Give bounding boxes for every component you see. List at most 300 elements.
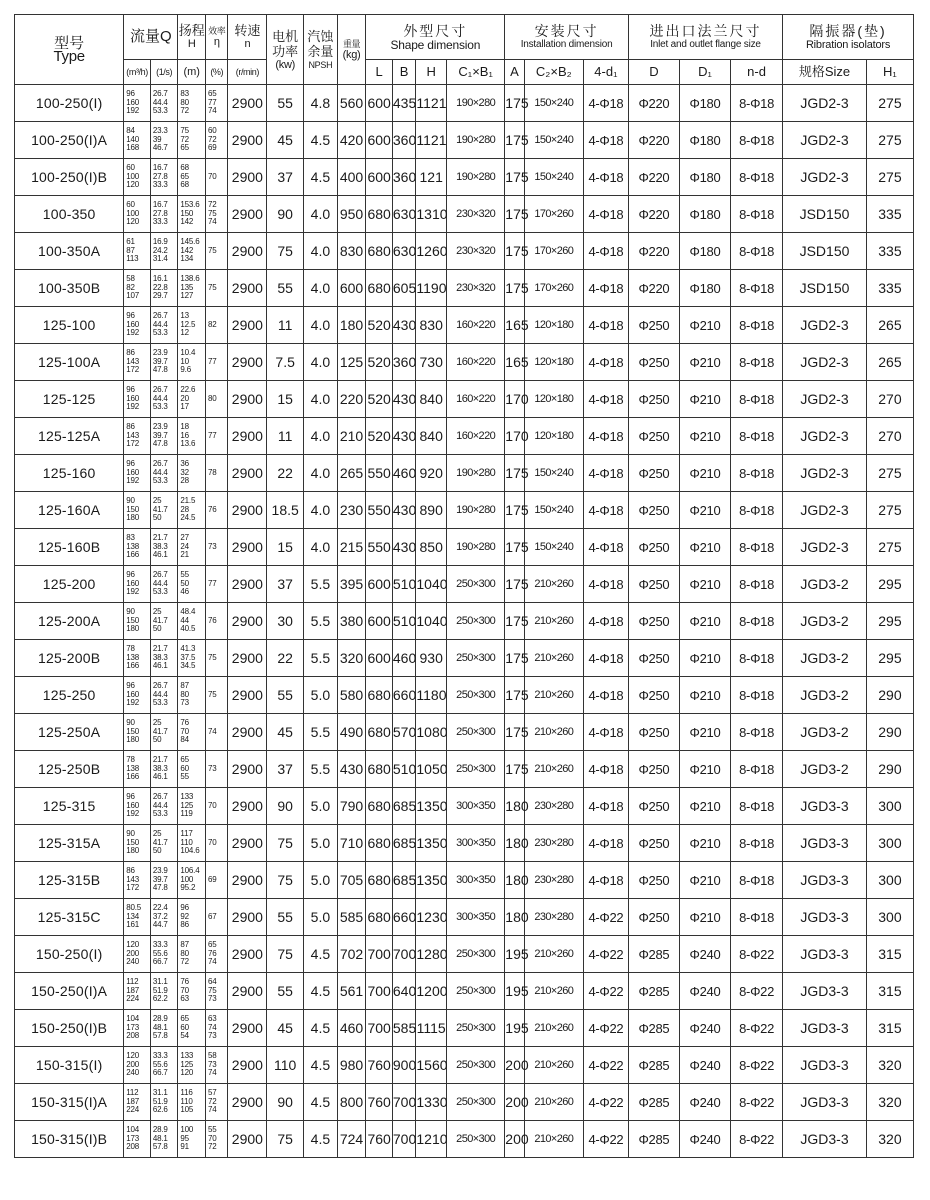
cell-efficiency bbox=[206, 270, 228, 307]
stack-value: 54 bbox=[180, 1031, 189, 1041]
table-body bbox=[15, 85, 914, 1158]
cell-flow-m3h bbox=[124, 233, 151, 270]
cell-nd: 8-Φ18 bbox=[731, 159, 783, 196]
stack-value: 75 bbox=[208, 282, 217, 292]
cell-A: 180 bbox=[505, 899, 524, 936]
cell-B: 510 bbox=[392, 566, 415, 603]
cell-motor-power: 55 bbox=[267, 677, 304, 714]
stack-value: 17 bbox=[180, 402, 189, 412]
cell-npsh: 4.5 bbox=[304, 1047, 338, 1084]
stack-value: 112 bbox=[126, 977, 139, 987]
cell-C2B2: 210×260 bbox=[524, 936, 583, 973]
col-speed-unit: (r/min) bbox=[228, 60, 267, 85]
cell-H: 1210 bbox=[416, 1121, 447, 1158]
cell-weight: 580 bbox=[337, 677, 366, 714]
table-row bbox=[15, 714, 914, 751]
table-row bbox=[15, 344, 914, 381]
cell-type: 150-250(I) bbox=[15, 936, 124, 973]
stack-value: 160 bbox=[126, 393, 140, 403]
cell-C2B2: 210×260 bbox=[524, 1047, 583, 1084]
stack-value: 40.5 bbox=[180, 624, 196, 634]
cell-weight: 585 bbox=[337, 899, 366, 936]
cell-A: 170 bbox=[505, 381, 524, 418]
cell-motor-power: 55 bbox=[267, 85, 304, 122]
cell-C2B2: 150×240 bbox=[524, 529, 583, 566]
stack-value: 41.7 bbox=[152, 837, 168, 847]
cell-D1: Φ240 bbox=[679, 1047, 730, 1084]
cell-efficiency bbox=[206, 640, 228, 677]
stack-value: 32 bbox=[180, 467, 189, 477]
cell-D1: Φ210 bbox=[679, 344, 730, 381]
cell-B: 460 bbox=[392, 455, 415, 492]
stack-value: 33.3 bbox=[152, 180, 168, 190]
cell-L: 600 bbox=[366, 122, 393, 159]
cell-flow-m3h bbox=[124, 307, 151, 344]
stack-value: 73 bbox=[208, 994, 217, 1004]
cell-speed: 2900 bbox=[228, 1084, 267, 1121]
cell-B: 605 bbox=[392, 270, 415, 307]
cell-flow-ls bbox=[150, 899, 178, 936]
stack-value: 58 bbox=[208, 1051, 217, 1061]
cell-C1B1: 250×300 bbox=[447, 1010, 505, 1047]
cell-efficiency bbox=[206, 899, 228, 936]
cell-C2B2: 150×240 bbox=[524, 85, 583, 122]
cell-isolator-size: JGD3-3 bbox=[783, 899, 867, 936]
stack-value: 69 bbox=[208, 143, 217, 153]
cell-L: 680 bbox=[366, 714, 393, 751]
cell-D: Φ250 bbox=[628, 862, 679, 899]
stack-value: 23.9 bbox=[152, 422, 168, 432]
col-motor-power: 电机功率 (kw) bbox=[267, 15, 304, 85]
cell-flow-ls bbox=[150, 418, 178, 455]
cell-D: Φ220 bbox=[628, 196, 679, 233]
cell-C2B2: 230×280 bbox=[524, 788, 583, 825]
cell-D1: Φ210 bbox=[679, 714, 730, 751]
cell-motor-power: 75 bbox=[267, 1121, 304, 1158]
cell-speed: 2900 bbox=[228, 418, 267, 455]
cell-type: 125-160 bbox=[15, 455, 124, 492]
stack-value: 140 bbox=[126, 134, 140, 144]
cell-head bbox=[178, 936, 206, 973]
stack-value: 50 bbox=[180, 578, 189, 588]
stack-value: 26.7 bbox=[152, 459, 168, 469]
cell-4d1: 4-Φ18 bbox=[583, 270, 628, 307]
stack-value: 125 bbox=[180, 800, 194, 810]
stack-value: 135 bbox=[180, 282, 194, 292]
cell-speed: 2900 bbox=[228, 492, 267, 529]
cell-isolator-size: JGD2-3 bbox=[783, 159, 867, 196]
stack-value: 224 bbox=[126, 994, 140, 1004]
table-row bbox=[15, 566, 914, 603]
cell-4d1: 4-Φ18 bbox=[583, 85, 628, 122]
cell-npsh: 4.5 bbox=[304, 1121, 338, 1158]
stack-value: 160 bbox=[126, 319, 140, 329]
cell-L: 760 bbox=[366, 1121, 393, 1158]
table-row bbox=[15, 640, 914, 677]
stack-value: 60 bbox=[180, 1022, 189, 1032]
cell-speed: 2900 bbox=[228, 825, 267, 862]
stack-value: 68 bbox=[180, 180, 189, 190]
cell-speed: 2900 bbox=[228, 233, 267, 270]
cell-speed: 2900 bbox=[228, 973, 267, 1010]
cell-efficiency bbox=[206, 418, 228, 455]
group-flange-size: 进出口法兰尺寸 Inlet and outlet flange size bbox=[628, 15, 782, 60]
cell-head bbox=[178, 122, 206, 159]
cell-4d1: 4-Φ18 bbox=[583, 825, 628, 862]
cell-isolator-size: JGD2-3 bbox=[783, 344, 867, 381]
stack-value: 50 bbox=[152, 513, 162, 523]
stack-value: 70 bbox=[208, 800, 217, 810]
stack-value: 180 bbox=[126, 735, 140, 745]
cell-L: 680 bbox=[366, 233, 393, 270]
stack-value: 83 bbox=[126, 533, 135, 543]
cell-flow-ls bbox=[150, 1121, 178, 1158]
cell-isolator-size: JGD3-2 bbox=[783, 677, 867, 714]
cell-H1: 300 bbox=[866, 899, 913, 936]
stack-value: 208 bbox=[126, 1142, 140, 1152]
stack-value: 106.4 bbox=[180, 866, 200, 876]
cell-flow-m3h bbox=[124, 381, 151, 418]
stack-value: 117 bbox=[180, 829, 193, 839]
cell-B: 360 bbox=[392, 122, 415, 159]
col-B: B bbox=[392, 60, 415, 85]
col-C1B1: C₁×B₁ bbox=[447, 60, 505, 85]
stack-value: 60 bbox=[208, 126, 217, 136]
cell-type: 125-125 bbox=[15, 381, 124, 418]
stack-value: 46.1 bbox=[152, 661, 168, 671]
cell-4d1: 4-Φ18 bbox=[583, 159, 628, 196]
cell-speed: 2900 bbox=[228, 566, 267, 603]
cell-D1: Φ210 bbox=[679, 529, 730, 566]
cell-flow-m3h bbox=[124, 418, 151, 455]
stack-value: 70 bbox=[208, 1133, 217, 1143]
stack-value: 172 bbox=[126, 439, 140, 449]
cell-C2B2: 150×240 bbox=[524, 122, 583, 159]
stack-value: 166 bbox=[126, 661, 140, 671]
stack-value: 208 bbox=[126, 1031, 140, 1041]
cell-H1: 320 bbox=[866, 1084, 913, 1121]
cell-isolator-size: JGD3-3 bbox=[783, 1084, 867, 1121]
stack-value: 9.6 bbox=[180, 365, 191, 375]
cell-H: 1180 bbox=[416, 677, 447, 714]
cell-flow-ls bbox=[150, 751, 178, 788]
stack-value: 44 bbox=[180, 615, 189, 625]
cell-flow-ls bbox=[150, 936, 178, 973]
cell-B: 700 bbox=[392, 936, 415, 973]
cell-nd: 8-Φ18 bbox=[731, 270, 783, 307]
cell-L: 600 bbox=[366, 640, 393, 677]
stack-value: 96 bbox=[126, 681, 135, 691]
cell-flow-m3h bbox=[124, 455, 151, 492]
cell-B: 685 bbox=[392, 825, 415, 862]
stack-value: 50 bbox=[152, 846, 162, 856]
stack-value: 86 bbox=[126, 348, 135, 358]
table-row bbox=[15, 788, 914, 825]
stack-value: 187 bbox=[126, 1096, 140, 1106]
cell-A: 200 bbox=[505, 1084, 524, 1121]
cell-D1: Φ210 bbox=[679, 307, 730, 344]
cell-C2B2: 120×180 bbox=[524, 344, 583, 381]
cell-L: 550 bbox=[366, 529, 393, 566]
cell-L: 680 bbox=[366, 270, 393, 307]
stack-value: 96 bbox=[126, 385, 135, 395]
cell-speed: 2900 bbox=[228, 899, 267, 936]
stack-value: 107 bbox=[126, 291, 140, 301]
stack-value: 28.9 bbox=[152, 1125, 168, 1135]
stack-value: 55.6 bbox=[152, 948, 168, 958]
stack-value: 112 bbox=[126, 1088, 139, 1098]
stack-value: 39.7 bbox=[152, 874, 168, 884]
stack-value: 16.7 bbox=[152, 163, 168, 173]
cell-H1: 335 bbox=[866, 233, 913, 270]
cell-isolator-size: JSD150 bbox=[783, 233, 867, 270]
cell-flow-m3h bbox=[124, 862, 151, 899]
cell-A: 195 bbox=[505, 973, 524, 1010]
cell-npsh: 4.8 bbox=[304, 85, 338, 122]
cell-D: Φ220 bbox=[628, 85, 679, 122]
cell-nd: 8-Φ22 bbox=[731, 973, 783, 1010]
cell-npsh: 4.0 bbox=[304, 529, 338, 566]
cell-weight: 400 bbox=[337, 159, 366, 196]
stack-value: 22.6 bbox=[180, 385, 196, 395]
stack-value: 72 bbox=[208, 1142, 217, 1152]
table-row bbox=[15, 233, 914, 270]
cell-npsh: 4.5 bbox=[304, 973, 338, 1010]
cell-D: Φ250 bbox=[628, 418, 679, 455]
cell-type: 125-100 bbox=[15, 307, 124, 344]
cell-weight: 430 bbox=[337, 751, 366, 788]
cell-isolator-size: JGD2-3 bbox=[783, 492, 867, 529]
cell-flow-ls bbox=[150, 196, 178, 233]
cell-weight: 230 bbox=[337, 492, 366, 529]
cell-motor-power: 110 bbox=[267, 1047, 304, 1084]
cell-H: 1330 bbox=[416, 1084, 447, 1121]
col-npsh: 汽蚀余量 NPSH bbox=[304, 15, 338, 85]
cell-isolator-size: JGD3-2 bbox=[783, 714, 867, 751]
stack-value: 55 bbox=[208, 1125, 217, 1135]
stack-value: 142 bbox=[180, 245, 194, 255]
cell-head bbox=[178, 899, 206, 936]
cell-speed: 2900 bbox=[228, 307, 267, 344]
stack-value: 161 bbox=[126, 920, 140, 930]
cell-npsh: 5.5 bbox=[304, 751, 338, 788]
cell-head bbox=[178, 825, 206, 862]
cell-H: 1040 bbox=[416, 603, 447, 640]
cell-motor-power: 55 bbox=[267, 973, 304, 1010]
cell-H1: 315 bbox=[866, 973, 913, 1010]
stack-value: 75 bbox=[208, 652, 217, 662]
stack-value: 70 bbox=[180, 726, 189, 736]
cell-C1B1: 190×280 bbox=[447, 159, 505, 196]
table-row bbox=[15, 603, 914, 640]
stack-value: 55 bbox=[180, 772, 189, 782]
cell-B: 700 bbox=[392, 1121, 415, 1158]
cell-speed: 2900 bbox=[228, 529, 267, 566]
cell-B: 430 bbox=[392, 418, 415, 455]
cell-flow-m3h bbox=[124, 1121, 151, 1158]
cell-flow-ls bbox=[150, 788, 178, 825]
stack-value: 53.3 bbox=[152, 476, 168, 486]
stack-value: 60 bbox=[126, 163, 135, 173]
cell-4d1: 4-Φ18 bbox=[583, 381, 628, 418]
cell-4d1: 4-Φ18 bbox=[583, 751, 628, 788]
stack-value: 104.6 bbox=[180, 846, 200, 856]
cell-D1: Φ180 bbox=[679, 122, 730, 159]
cell-isolator-size: JGD3-3 bbox=[783, 936, 867, 973]
stack-value: 48.1 bbox=[152, 1022, 168, 1032]
cell-type: 125-250B bbox=[15, 751, 124, 788]
table-row bbox=[15, 529, 914, 566]
cell-D: Φ250 bbox=[628, 492, 679, 529]
stack-value: 44.4 bbox=[152, 578, 168, 588]
cell-A: 195 bbox=[505, 1010, 524, 1047]
cell-D: Φ285 bbox=[628, 1047, 679, 1084]
stack-value: 90 bbox=[126, 718, 135, 728]
stack-value: 22.8 bbox=[152, 282, 168, 292]
cell-head bbox=[178, 381, 206, 418]
stack-value: 55.6 bbox=[152, 1059, 168, 1069]
stack-value: 192 bbox=[126, 402, 140, 412]
cell-flow-m3h bbox=[124, 899, 151, 936]
stack-value: 55 bbox=[180, 570, 189, 580]
cell-A: 175 bbox=[505, 677, 524, 714]
cell-D1: Φ210 bbox=[679, 788, 730, 825]
cell-nd: 8-Φ18 bbox=[731, 529, 783, 566]
cell-H1: 335 bbox=[866, 196, 913, 233]
col-efficiency: 效率 η bbox=[206, 15, 228, 60]
cell-flow-m3h bbox=[124, 825, 151, 862]
cell-type: 100-350A bbox=[15, 233, 124, 270]
stack-value: 26.7 bbox=[152, 89, 168, 99]
cell-type: 125-315C bbox=[15, 899, 124, 936]
cell-B: 630 bbox=[392, 196, 415, 233]
cell-isolator-size: JGD2-3 bbox=[783, 529, 867, 566]
stack-value: 120 bbox=[126, 1051, 140, 1061]
cell-flow-ls bbox=[150, 85, 178, 122]
stack-value: 240 bbox=[126, 1068, 140, 1078]
cell-isolator-size: JGD2-3 bbox=[783, 307, 867, 344]
cell-npsh: 4.0 bbox=[304, 455, 338, 492]
cell-flow-m3h bbox=[124, 1084, 151, 1121]
cell-C2B2: 210×260 bbox=[524, 973, 583, 1010]
cell-flow-ls bbox=[150, 1084, 178, 1121]
cell-4d1: 4-Φ18 bbox=[583, 122, 628, 159]
cell-B: 700 bbox=[392, 1084, 415, 1121]
cell-flow-ls bbox=[150, 122, 178, 159]
stack-value: 105 bbox=[180, 1105, 194, 1115]
stack-value: 16 bbox=[180, 430, 189, 440]
cell-type: 125-250 bbox=[15, 677, 124, 714]
table-row bbox=[15, 270, 914, 307]
stack-value: 76 bbox=[180, 718, 189, 728]
cell-head bbox=[178, 159, 206, 196]
cell-A: 175 bbox=[505, 85, 524, 122]
cell-weight: 220 bbox=[337, 381, 366, 418]
cell-weight: 830 bbox=[337, 233, 366, 270]
stack-value: 65 bbox=[180, 1014, 189, 1024]
table-row bbox=[15, 1084, 914, 1121]
cell-head bbox=[178, 529, 206, 566]
cell-flow-ls bbox=[150, 825, 178, 862]
cell-head bbox=[178, 640, 206, 677]
cell-weight: 790 bbox=[337, 788, 366, 825]
cell-npsh: 5.5 bbox=[304, 714, 338, 751]
cell-H1: 335 bbox=[866, 270, 913, 307]
cell-type: 125-200A bbox=[15, 603, 124, 640]
cell-L: 550 bbox=[366, 455, 393, 492]
col-A: A bbox=[505, 60, 524, 85]
cell-C2B2: 170×260 bbox=[524, 270, 583, 307]
stack-value: 60 bbox=[180, 763, 189, 773]
stack-value: 200 bbox=[126, 1059, 140, 1069]
cell-efficiency bbox=[206, 1010, 228, 1047]
stack-value: 86 bbox=[180, 920, 189, 930]
stack-value: 53.3 bbox=[152, 587, 168, 597]
col-flow-ls: (1/s) bbox=[150, 60, 178, 85]
cell-B: 360 bbox=[392, 344, 415, 381]
stack-value: 74 bbox=[208, 1022, 217, 1032]
cell-C1B1: 160×220 bbox=[447, 307, 505, 344]
cell-D1: Φ210 bbox=[679, 603, 730, 640]
stack-value: 77 bbox=[208, 356, 217, 366]
cell-type: 125-100A bbox=[15, 344, 124, 381]
cell-C1B1: 250×300 bbox=[447, 1047, 505, 1084]
cell-flow-m3h bbox=[124, 973, 151, 1010]
stack-value: 173 bbox=[126, 1133, 140, 1143]
cell-A: 195 bbox=[505, 936, 524, 973]
cell-D1: Φ210 bbox=[679, 566, 730, 603]
cell-head bbox=[178, 1010, 206, 1047]
stack-value: 224 bbox=[126, 1105, 140, 1115]
cell-npsh: 4.5 bbox=[304, 122, 338, 159]
stack-value: 143 bbox=[126, 356, 140, 366]
cell-head bbox=[178, 603, 206, 640]
stack-value: 44.4 bbox=[152, 689, 168, 699]
stack-value: 53.3 bbox=[152, 402, 168, 412]
stack-value: 116 bbox=[180, 1088, 193, 1098]
table-row bbox=[15, 492, 914, 529]
cell-L: 600 bbox=[366, 85, 393, 122]
cell-efficiency bbox=[206, 1047, 228, 1084]
stack-value: 76 bbox=[208, 504, 217, 514]
cell-flow-ls bbox=[150, 270, 178, 307]
cell-npsh: 4.0 bbox=[304, 418, 338, 455]
cell-4d1: 4-Φ18 bbox=[583, 677, 628, 714]
cell-nd: 8-Φ18 bbox=[731, 899, 783, 936]
stack-value: 27.8 bbox=[152, 171, 168, 181]
cell-isolator-size: JGD3-2 bbox=[783, 751, 867, 788]
stack-value: 41.7 bbox=[152, 504, 168, 514]
stack-value: 22.4 bbox=[152, 903, 168, 913]
stack-value: 192 bbox=[126, 476, 140, 486]
cell-H1: 320 bbox=[866, 1121, 913, 1158]
table-row bbox=[15, 1121, 914, 1158]
cell-C1B1: 160×220 bbox=[447, 381, 505, 418]
cell-npsh: 5.0 bbox=[304, 677, 338, 714]
stack-value: 46.1 bbox=[152, 550, 168, 560]
cell-D: Φ220 bbox=[628, 159, 679, 196]
cell-A: 180 bbox=[505, 825, 524, 862]
col-H1: H₁ bbox=[866, 60, 913, 85]
stack-value: 160 bbox=[126, 800, 140, 810]
cell-efficiency bbox=[206, 1121, 228, 1158]
cell-C1B1: 250×300 bbox=[447, 751, 505, 788]
cell-C1B1: 300×350 bbox=[447, 788, 505, 825]
cell-weight: 380 bbox=[337, 603, 366, 640]
stack-value: 127 bbox=[180, 291, 194, 301]
cell-H1: 270 bbox=[866, 418, 913, 455]
cell-4d1: 4-Φ18 bbox=[583, 455, 628, 492]
